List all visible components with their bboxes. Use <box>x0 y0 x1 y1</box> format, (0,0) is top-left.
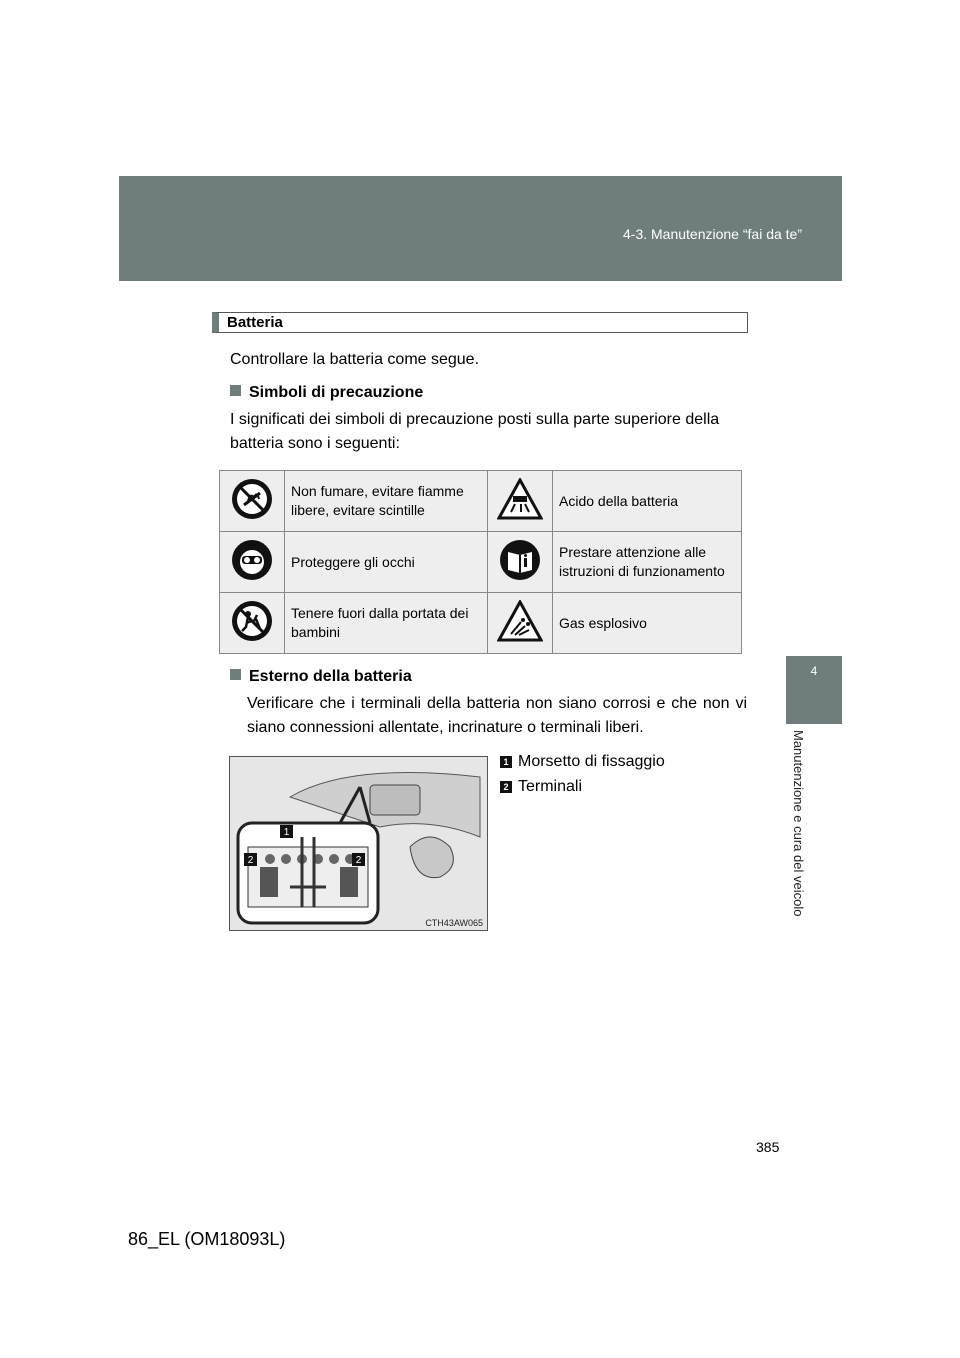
number-badge-icon: 1 <box>500 756 512 768</box>
chapter-label-container <box>786 730 806 970</box>
chapter-tab[interactable] <box>786 656 842 724</box>
figure-code: CTH43AW065 <box>425 918 483 928</box>
exterior-description: Verificare che i terminali della batteria non siano corrosi e che non vi siano connessioni allentate, incrinature o terminali liberi. <box>247 695 747 736</box>
legend-item: 2 Terminali <box>500 775 582 799</box>
explosive-gas-icon <box>488 593 553 654</box>
battery-acid-icon <box>488 471 553 532</box>
symbol-label: Gas esplosivo <box>553 593 742 654</box>
symbols-table <box>219 470 742 654</box>
header-section-title: 4-3. Manutenzione “fai da te” <box>623 226 802 242</box>
keep-away-children-icon <box>220 593 285 654</box>
symbol-label: Non fumare, evitare fiamme libere, evitare scintille <box>285 471 488 532</box>
exterior-heading: Esterno della batteria <box>230 665 412 689</box>
bullet-square-icon <box>230 385 241 396</box>
symbols-heading: Simboli di precauzione <box>230 381 423 405</box>
svg-text:1: 1 <box>283 827 290 838</box>
symbol-label: Acido della batteria <box>553 471 742 532</box>
intro-text: Controllare la batteria come segue. <box>230 351 480 368</box>
footer-code: 86_EL (OM18093L) <box>128 1229 286 1249</box>
eye-protection-icon <box>220 532 285 593</box>
symbol-label: Tenere fuori dalla portata dei bambini <box>285 593 488 654</box>
symbol-label: Prestare attenzione alle istruzioni di funzionamento <box>553 532 742 593</box>
symbol-label: Proteggere gli occhi <box>285 532 488 593</box>
table-row <box>220 471 742 532</box>
svg-text:2: 2 <box>355 855 362 866</box>
chapter-label: Manutenzione e cura del veicolo <box>791 730 806 917</box>
bullet-square-icon <box>230 669 241 680</box>
number-badge-icon: 2 <box>500 781 512 793</box>
table-row <box>220 532 742 593</box>
chapter-number: 4 <box>810 664 818 678</box>
legend-item: 1 Morsetto di fissaggio <box>500 750 665 774</box>
no-smoking-icon <box>220 471 285 532</box>
svg-text:2: 2 <box>247 855 254 866</box>
page-number: 385 <box>756 1139 780 1155</box>
symbols-description: I significati dei simboli di precauzione posti sulla parte superiore della batteria sono i seguenti: <box>230 411 720 452</box>
header-band <box>119 176 842 281</box>
read-instructions-icon <box>488 532 553 593</box>
table-row <box>220 593 742 654</box>
section-title: Batteria <box>212 312 748 333</box>
battery-figure <box>229 756 488 931</box>
